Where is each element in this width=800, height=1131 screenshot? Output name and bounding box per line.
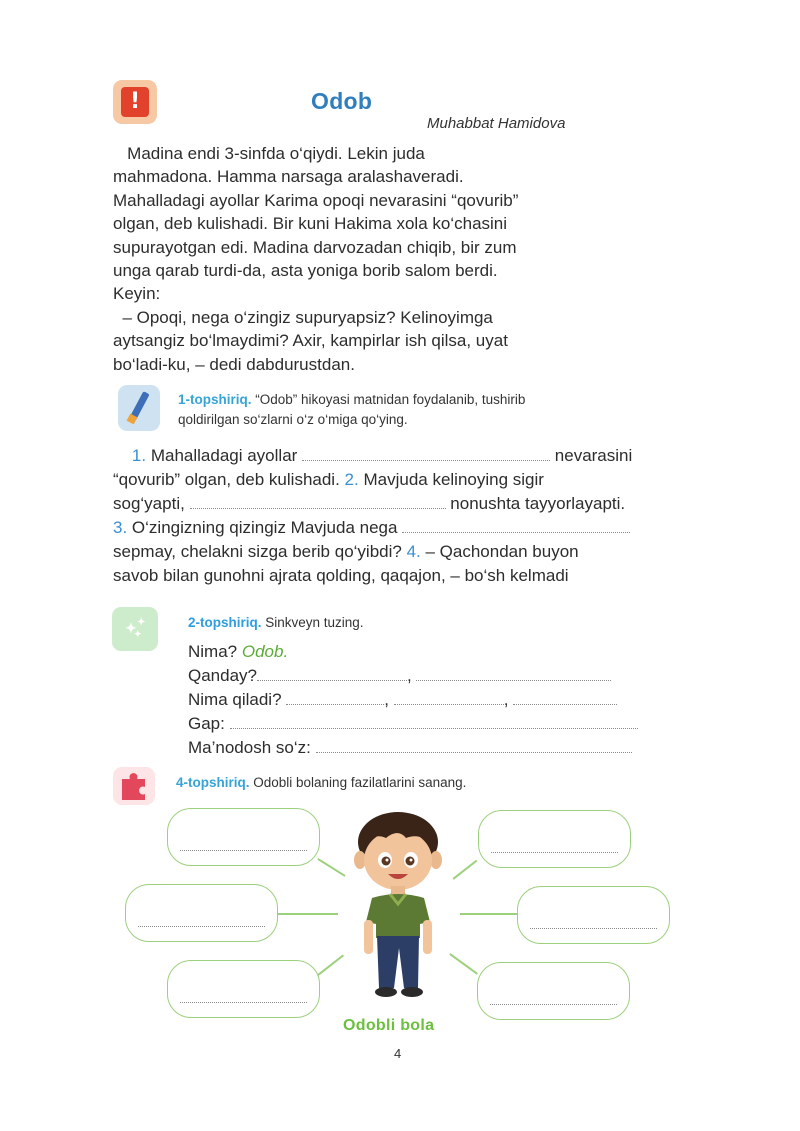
blank-field[interactable] (513, 691, 617, 705)
blank-field[interactable] (394, 691, 504, 705)
connector-line (453, 860, 478, 880)
story-line: unga qarab turdi-da, asta yoniga borib salom berdi. (113, 261, 498, 281)
answer-bubble[interactable] (167, 960, 320, 1018)
answer-bubble[interactable] (478, 810, 631, 868)
blank-field[interactable] (402, 519, 630, 533)
alert-icon: ! (113, 80, 157, 124)
connector-line (318, 858, 346, 876)
blank-field[interactable] (190, 495, 446, 509)
story-line: mahmadona. Hamma narsaga aralashaveradi. (113, 167, 464, 187)
task4-instruction: 4-topshiriq. Odobli bolaning fazilatlarini sanang. (176, 775, 467, 790)
story-line: – Opoqi, nega o‘zingiz supuryapsiz? Kelinoyimga (113, 307, 493, 327)
blank-field[interactable] (230, 715, 638, 729)
connector-line (460, 913, 517, 915)
story-line: Mahalladagi ayollar Karima opoqi nevarasini “qovurib” (113, 190, 519, 210)
story-line: olgan, deb kulishadi. Bir kuni Hakima xola ko‘chasini (113, 214, 508, 234)
task1-instruction: 1-topshiriq. “Odob” hikoyasi matnidan foydalanib, tushirib qoldirilgan so‘zlarni o‘z o‘miga qo‘ying. (178, 392, 526, 427)
connector-line (278, 913, 338, 915)
story-line: Keyin: (113, 284, 161, 304)
answer-text: Odob. (241, 642, 289, 661)
story-line: Madina endi 3-sinfda o‘qiydi. Lekin juda (113, 144, 425, 163)
blank-field[interactable] (416, 667, 611, 681)
task2-label: 2-topshiriq. (188, 615, 262, 630)
blank-field[interactable] (302, 447, 550, 461)
puzzle-icon (113, 767, 155, 805)
blank-field[interactable] (286, 691, 384, 705)
story-line: aytsangiz bo‘lmaydimi? Axir, kampirlar ish qilsa, uyat (113, 331, 508, 351)
answer-bubble[interactable] (167, 808, 320, 866)
boy-illustration (350, 808, 450, 1000)
story-line: supurayotgan edi. Madina darvozadan chiqib, bir zum (113, 237, 517, 257)
pencil-icon (118, 385, 160, 431)
author-name: Muhabbat Hamidova (427, 115, 566, 132)
answer-bubble[interactable] (477, 962, 630, 1020)
diagram-caption: Odobli bola (343, 1017, 435, 1034)
task2-instruction: 2-topshiriq. Sinkveyn tuzing. (188, 615, 364, 630)
sinkveyn-form: Nima? Odob. Qanday? , Nima qiladi? , , Gap: Ma’nodosh so‘z: (188, 640, 658, 760)
connector-line (450, 953, 478, 974)
blank-field[interactable] (257, 667, 407, 681)
task4-label: 4-topshiriq. (176, 775, 250, 790)
task1-label: 1-topshiriq. (178, 392, 252, 407)
story-line: bo‘ladi-ku, – dedi dabdurustdan. (113, 354, 355, 374)
blank-field[interactable] (316, 739, 632, 753)
page-title: Odob (311, 88, 373, 114)
page-number: 4 (394, 1046, 402, 1061)
task1-exercise: 1. Mahalladagi ayollar nevarasini “qovurib” olgan, deb kulishadi. 2. Mavjuda kelinoying sigir sog‘yapti, nonushta tayyorlayapti. 3. O‘zingizning qizingiz Mavjuda nega sepmay, chelakni sizga berib qo‘yibdi? 4. – Qachondan buyon savob bilan gunohni ajrata qolding, qaqajon, – bo‘sh kelmadi (113, 446, 633, 585)
answer-bubble[interactable] (517, 886, 670, 944)
story-text (113, 142, 591, 376)
sparkle-icon: ✦ ✦ ✦ (112, 607, 158, 651)
answer-bubble[interactable] (125, 884, 278, 942)
connector-line (318, 954, 344, 975)
